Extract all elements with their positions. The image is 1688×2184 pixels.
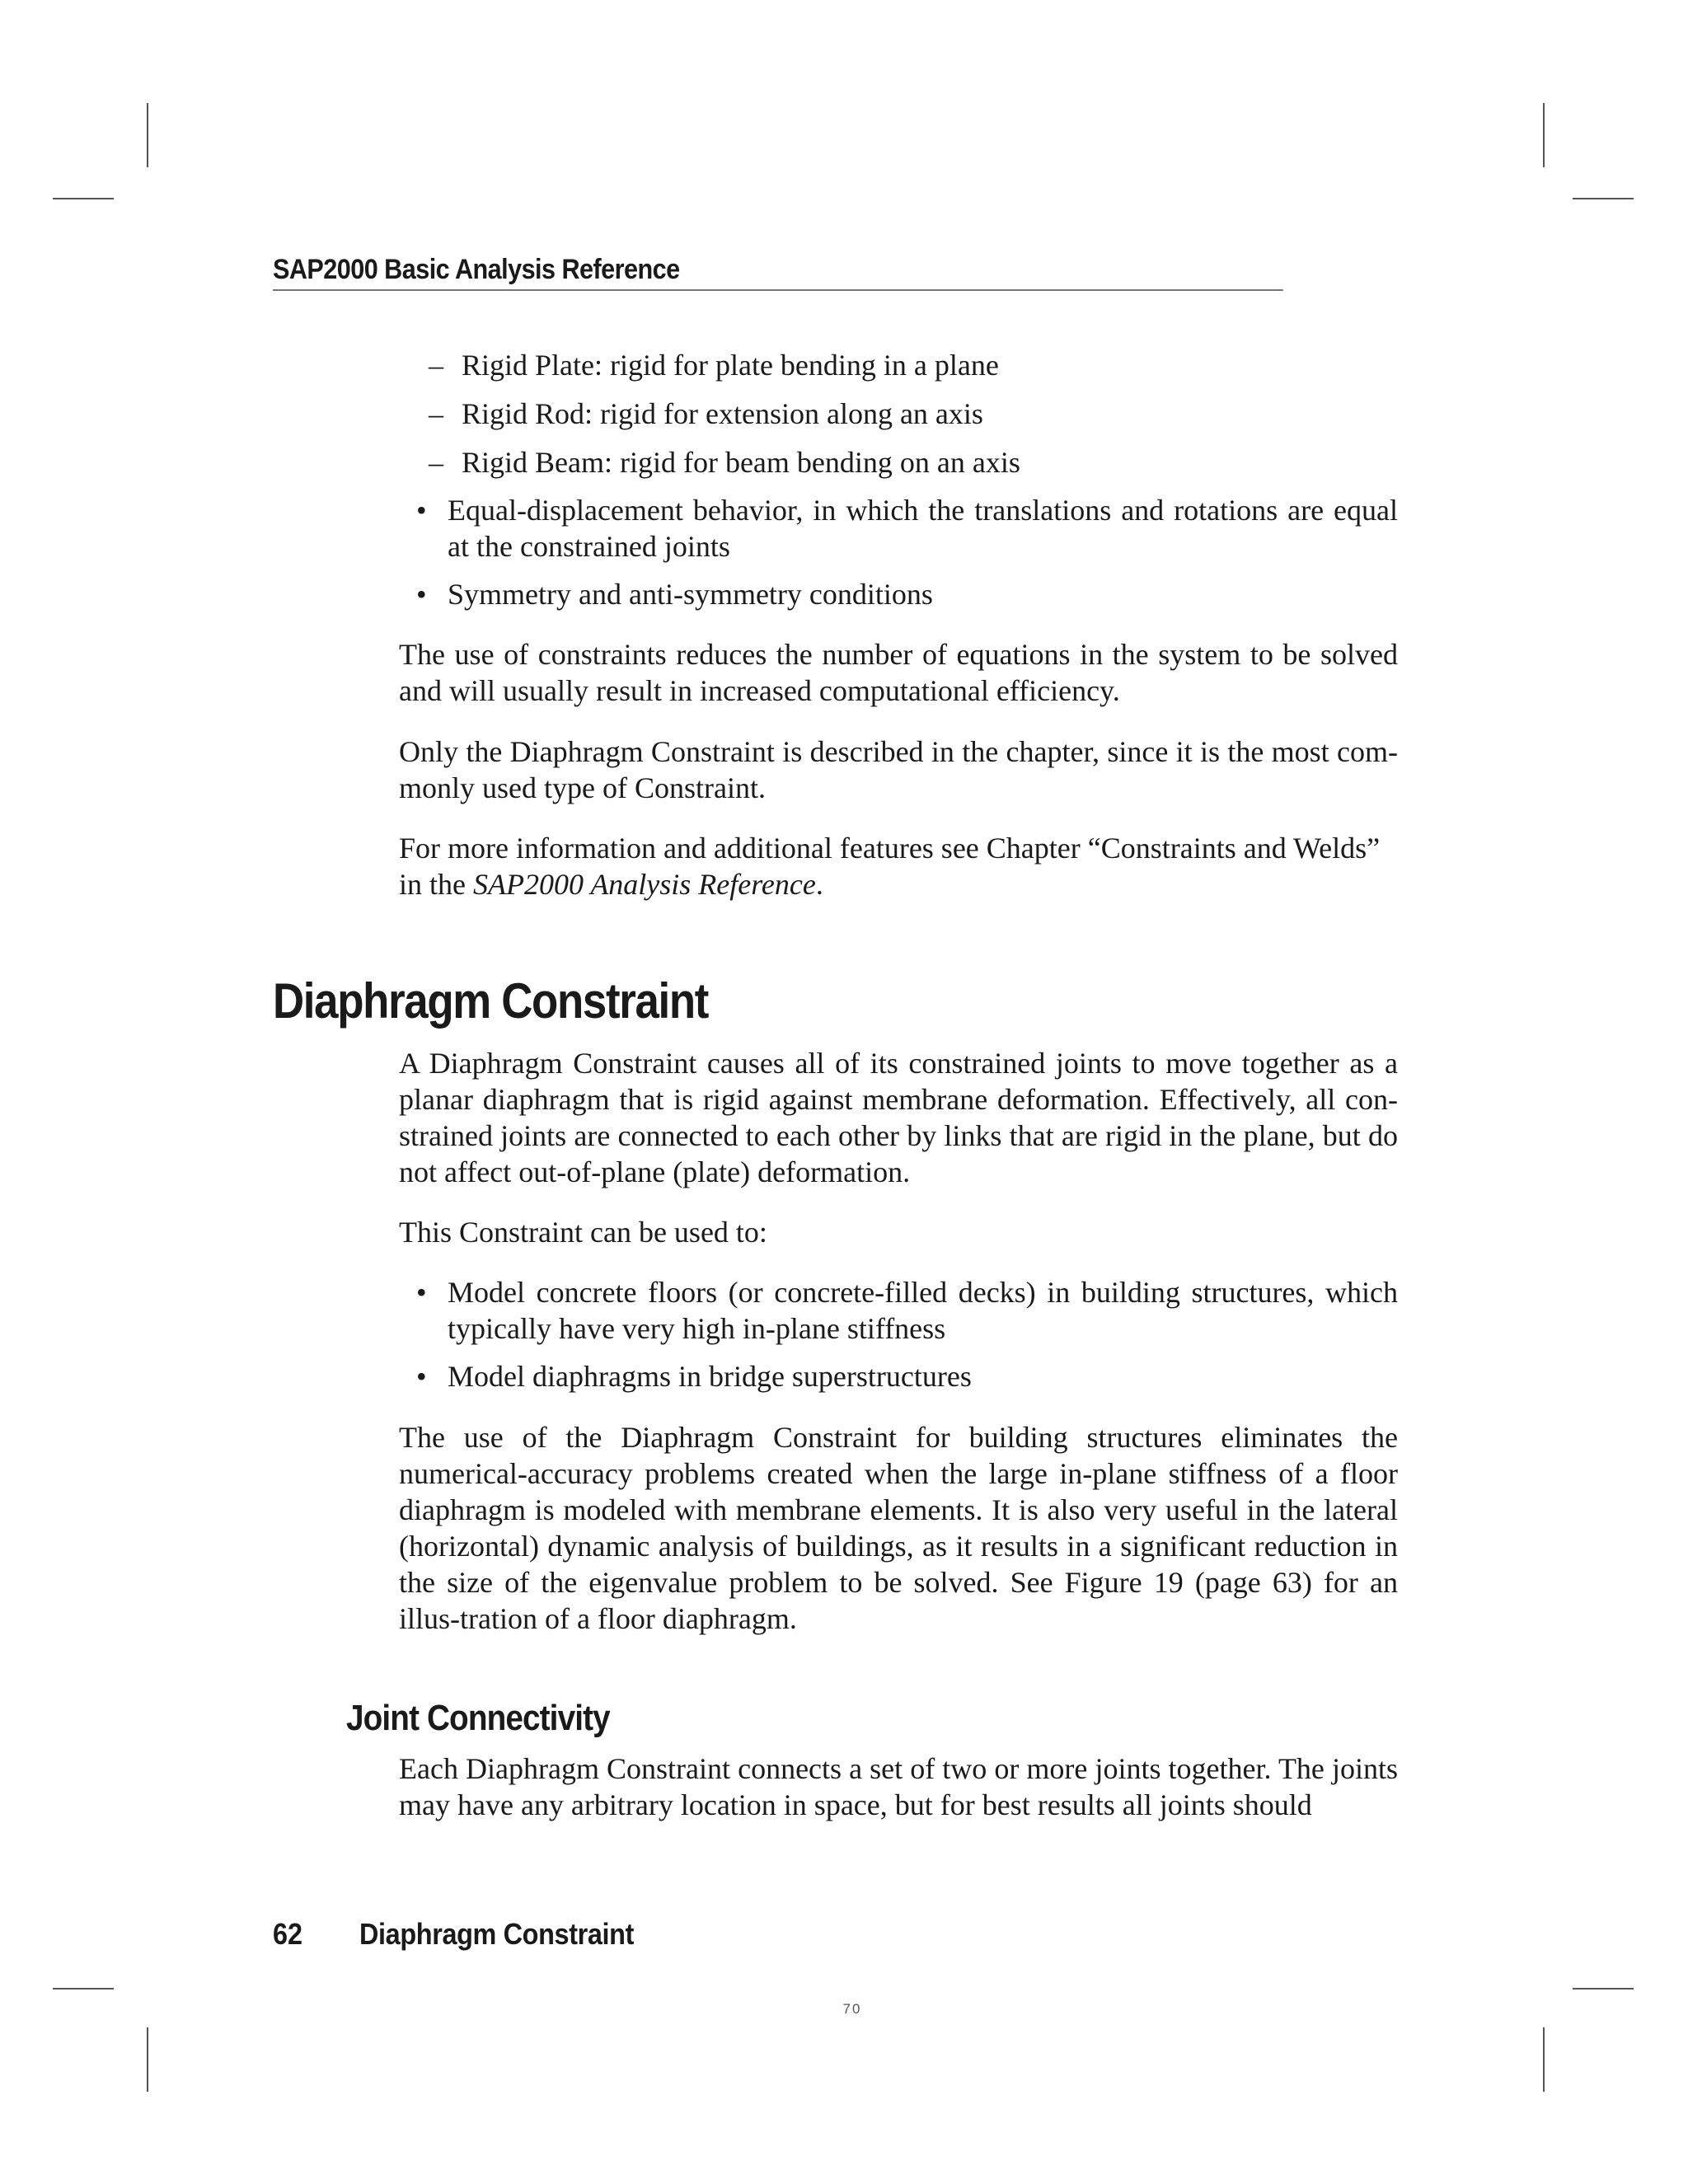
paragraph: Only the Diaphragm Constraint is described in the chapter, since it is the most com-monly used type of Constraint. bbox=[399, 735, 1398, 804]
running-header: SAP2000 Basic Analysis Reference bbox=[273, 254, 1283, 291]
footer-section-title: Diaphragm Constraint bbox=[359, 1917, 635, 1951]
crop-mark-top-right-horizontal bbox=[1573, 198, 1634, 199]
bullet-mark: • bbox=[416, 578, 427, 611]
bullet-item bbox=[416, 1274, 1398, 1347]
paragraph: This Constraint can be used to: bbox=[399, 1216, 767, 1249]
paragraph-text: . bbox=[815, 868, 823, 901]
bullet-item bbox=[416, 1358, 1398, 1394]
list-item-text: Rigid Beam: rigid for beam bending on an axis bbox=[462, 446, 1020, 479]
bullet-text: Model diaphragms in bridge superstructures bbox=[448, 1360, 972, 1393]
list-item bbox=[429, 396, 1397, 432]
section-heading: Diaphragm Constraint bbox=[273, 973, 709, 1029]
bullet-text: Equal-displacement behavior, in which the translations and rotations are equal at the constrained joints bbox=[448, 494, 1398, 563]
paragraph: Each Diaphragm Constraint connects a set of two or more joints together. The joints may have any arbitrary location in space, but for best results all joints should bbox=[399, 1752, 1398, 1821]
bullet-item bbox=[416, 492, 1398, 565]
crop-mark-bottom-left-horizontal bbox=[53, 1988, 114, 1990]
list-item-text: Rigid Rod: rigid for extension along an axis bbox=[462, 397, 983, 430]
bullet-text: Symmetry and anti-symmetry conditions bbox=[448, 578, 933, 611]
crop-mark-top-left-horizontal bbox=[53, 198, 114, 199]
footer-page-number: 62 bbox=[273, 1917, 303, 1951]
paragraph: A Diaphragm Constraint causes all of its constrained joints to move together as a planar diaphragm that is rigid against membrane deformation. Effectively, all con-strained joints are connected to each other by links that are rigid in the plane, but do not affect out-of-plane (plate) deformation. bbox=[399, 1047, 1398, 1188]
list-item bbox=[429, 347, 1397, 383]
paragraph-text: For more information and additional features see Chapter “Constraints and Welds” in the bbox=[399, 832, 1381, 901]
subsection-heading: Joint Connectivity bbox=[346, 1698, 610, 1738]
crop-mark-bottom-right-horizontal bbox=[1573, 1988, 1634, 1990]
dash-mark: – bbox=[429, 397, 443, 430]
list-item-text: Rigid Plate: rigid for plate bending in a plane bbox=[462, 349, 999, 382]
paragraph: The use of constraints reduces the number of equations in the system to be solved and will usually result in increased computational efficiency. bbox=[399, 638, 1398, 707]
paragraph: The use of the Diaphragm Constraint for building structures eliminates the numerical-accuracy problems created when the large in-plane stiffness of a floor diaphragm is modeled with membrane elements. It is also very useful in the lateral (horizontal) dynamic analysis of buildings, as it results in a significant reduction in the size of the eigenvalue problem to be solved. See Figure 19 (page 63) for an illus-tration of a floor diaphragm. bbox=[399, 1421, 1398, 1635]
crop-mark-top-right-vertical bbox=[1543, 103, 1545, 167]
bullet-text: Model concrete floors (or concrete-filled decks) in building structures, which typically have very high in-plane stiffness bbox=[448, 1276, 1398, 1345]
bullet-mark: • bbox=[416, 1276, 427, 1309]
crop-mark-bottom-right-vertical bbox=[1543, 2027, 1545, 2092]
reference-title: SAP2000 Analysis Reference bbox=[472, 868, 816, 901]
crop-mark-top-left-vertical bbox=[147, 103, 148, 167]
dash-mark: – bbox=[429, 349, 443, 382]
bullet-mark: • bbox=[416, 494, 427, 527]
sheet-number: 70 bbox=[842, 2001, 862, 2017]
crop-mark-bottom-left-vertical bbox=[147, 2027, 148, 2092]
paragraph bbox=[399, 830, 1398, 902]
list-item bbox=[429, 444, 1397, 480]
bullet-mark: • bbox=[416, 1360, 427, 1393]
dash-mark: – bbox=[429, 446, 443, 479]
bullet-item bbox=[416, 576, 1398, 612]
